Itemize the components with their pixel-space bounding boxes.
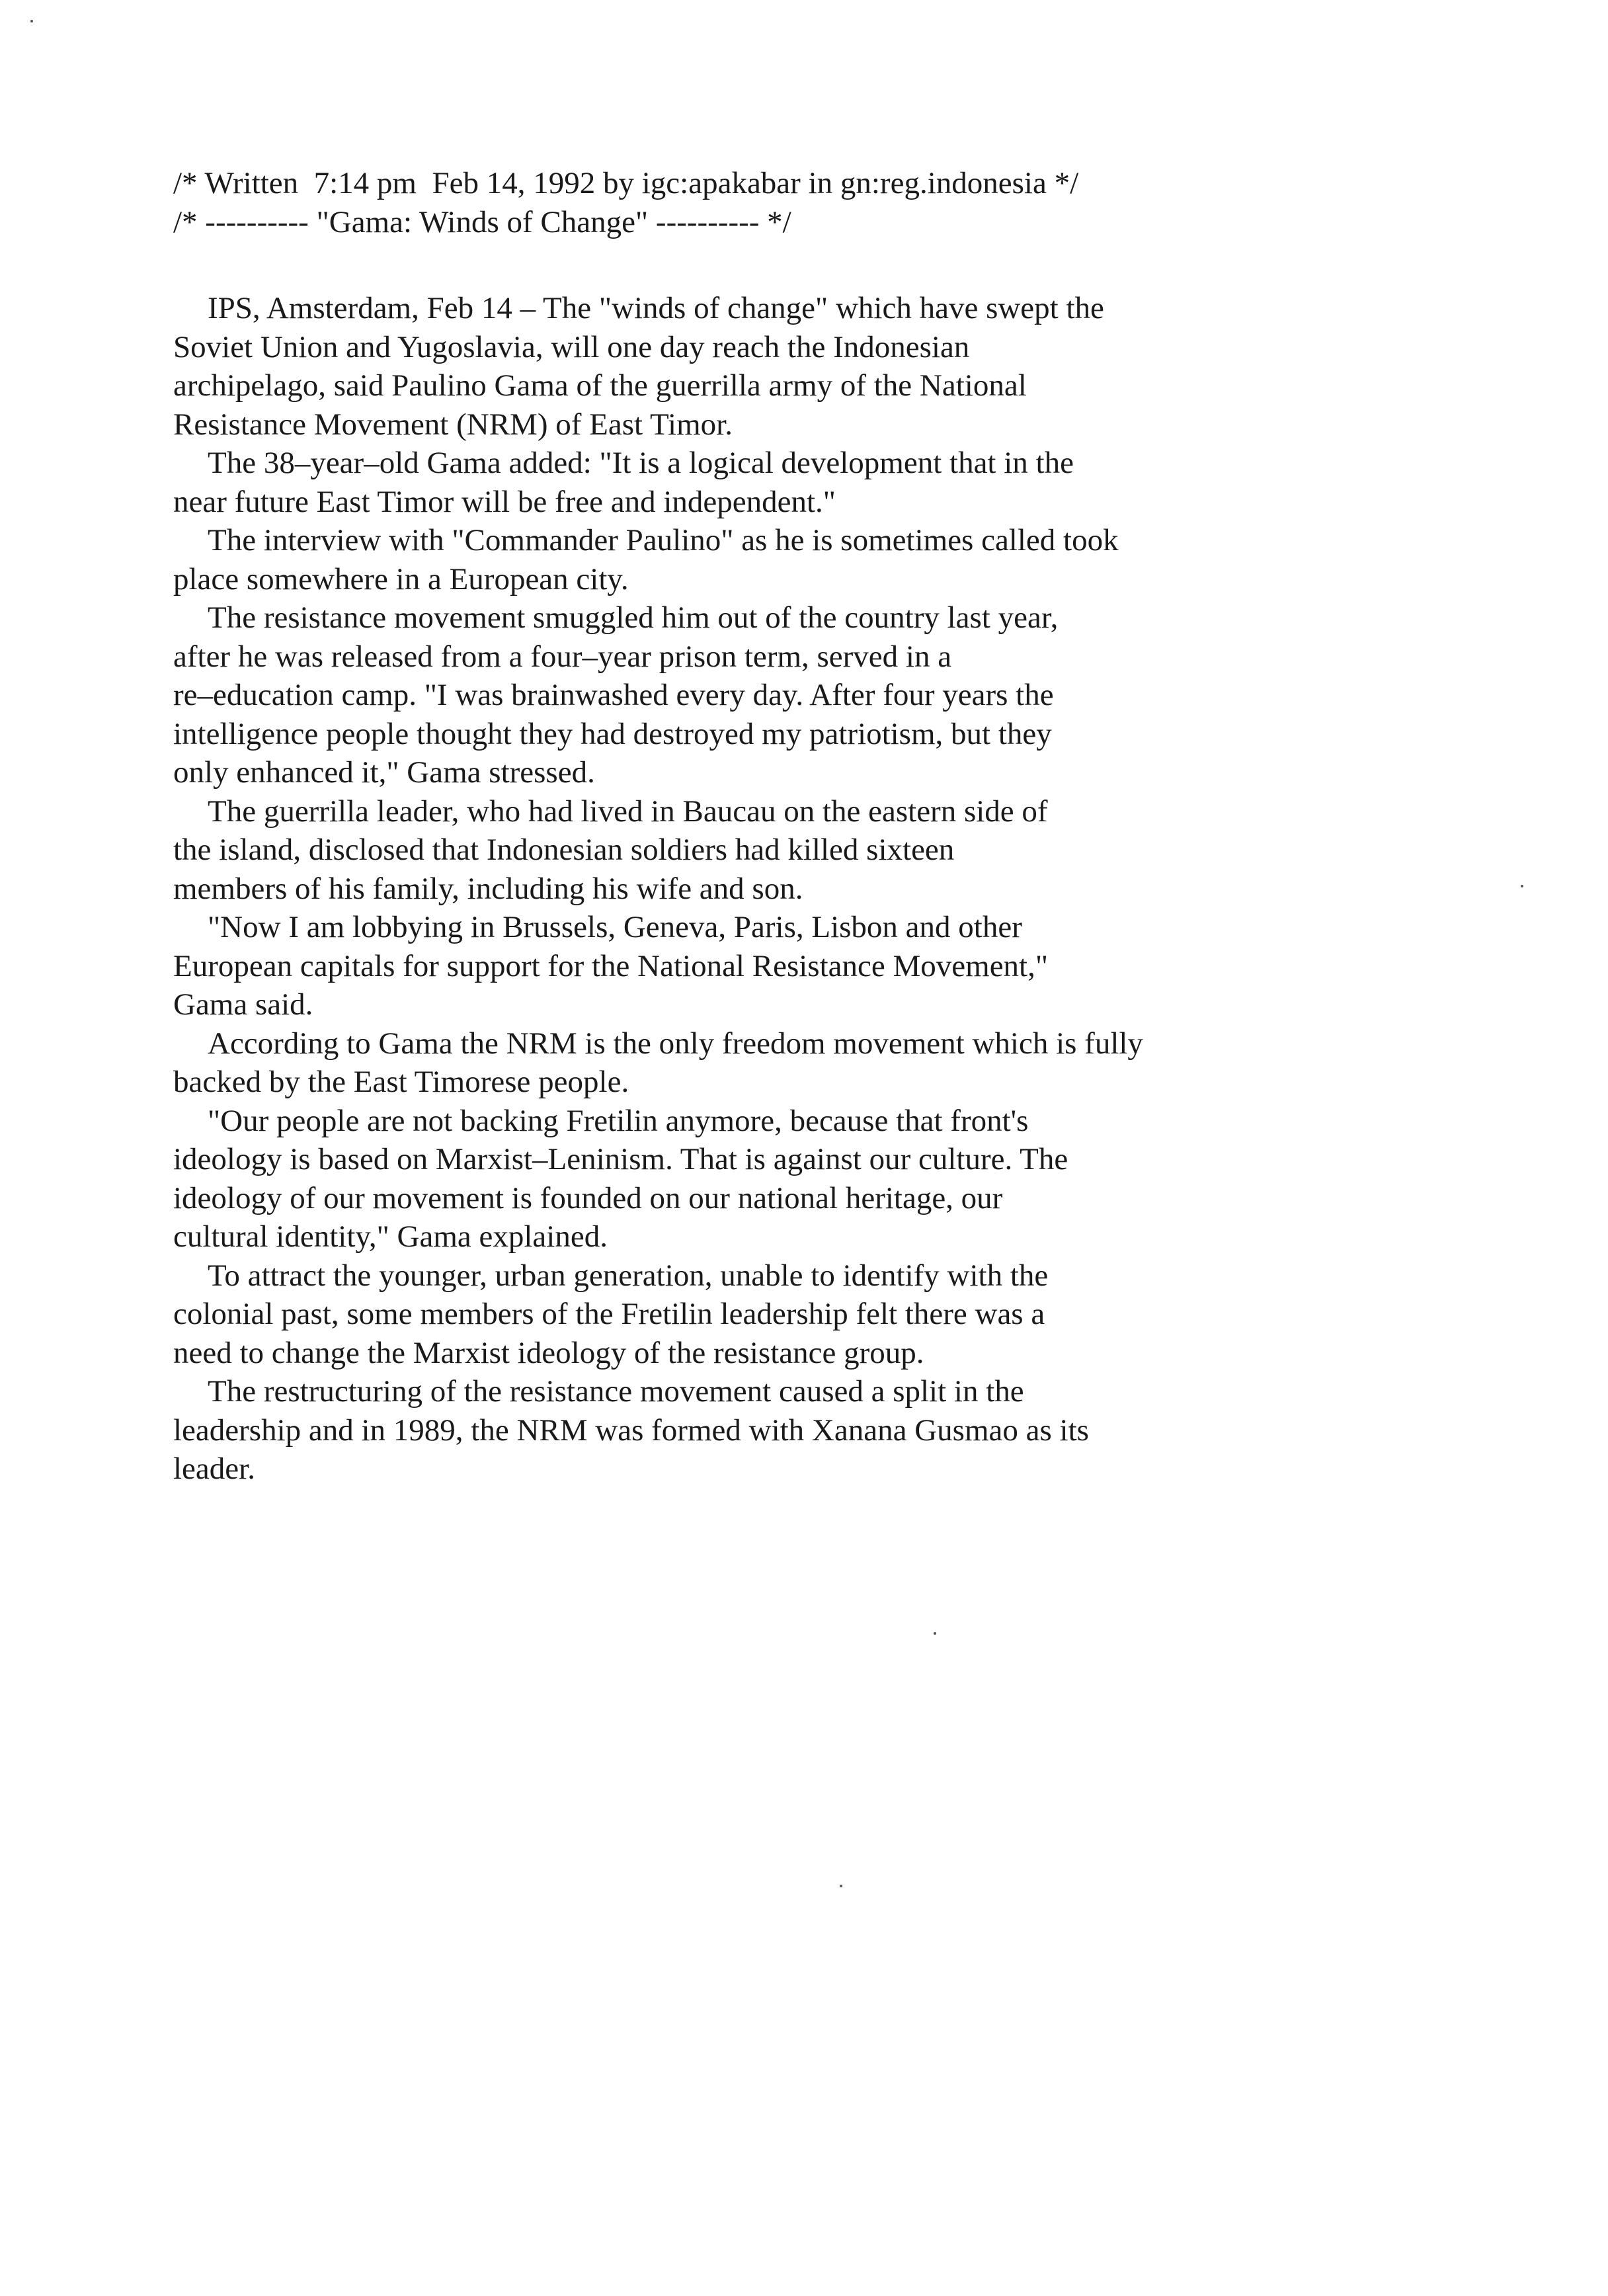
document-body <box>173 164 1297 1489</box>
paragraph: According to Gama the NRM is the only freedom movement which is fully backed by the East Timorese people. <box>173 1026 1143 1099</box>
scan-speck <box>934 1632 936 1635</box>
paragraph: "Now I am lobbying in Brussels, Geneva, Paris, Lisbon and other European capitals for support for the National Resistance Movement," Gama said. <box>173 910 1049 1022</box>
paragraph: The 38–year–old Gama added: "It is a logical development that in the near future East Timor will be free and independent." <box>173 446 1074 519</box>
article-text <box>173 289 1297 1489</box>
paragraph: "Our people are not backing Fretilin anymore, because that front's ideology is based on Marxist–Leninism. That is against our culture. The ideology of our movement is founded on our national heritage, our cultural identity," Gama explained. <box>173 1103 1068 1254</box>
scan-speck <box>30 20 33 22</box>
scan-speck <box>840 1885 842 1887</box>
paragraph: To attract the younger, urban generation, unable to identify with the colonial past, some members of the Fretilin leadership felt there was a need to change the Marxist ideology of the resistance group. <box>173 1258 1049 1370</box>
paragraph: The resistance movement smuggled him out of the country last year, after he was released from a four–year prison term, served in a re–education camp. "I was brainwashed every day. After four years the intelligence people thought they had destroyed my patriotism, but they only enhanced it," Gama stressed. <box>173 600 1059 790</box>
paragraph: IPS, Amsterdam, Feb 14 – The "winds of change" which have swept the Soviet Union and Yugoslavia, will one day reach the Indonesian archipelago, said Paulino Gama of the guerrilla army of the National Resistance Movement (NRM) of East Timor. <box>173 291 1104 442</box>
post-title-line: /* ---------- "Gama: Winds of Change" ---------- */ <box>173 204 791 239</box>
paragraph: The guerrilla leader, who had lived in Baucau on the eastern side of the island, disclosed that Indonesian soldiers had killed sixteen members of his family, including his wife and son. <box>173 794 1048 906</box>
paragraph: The restructuring of the resistance movement caused a split in the leadership and in 1989, the NRM was formed with Xanana Gusmao as its leader. <box>173 1374 1089 1486</box>
scan-speck <box>1521 885 1523 887</box>
post-header-line: /* Written 7:14 pm Feb 14, 1992 by igc:apakabar in gn:reg.indonesia */ <box>173 166 1079 200</box>
paragraph: The interview with "Commander Paulino" as he is sometimes called took place somewhere in a European city. <box>173 523 1119 596</box>
